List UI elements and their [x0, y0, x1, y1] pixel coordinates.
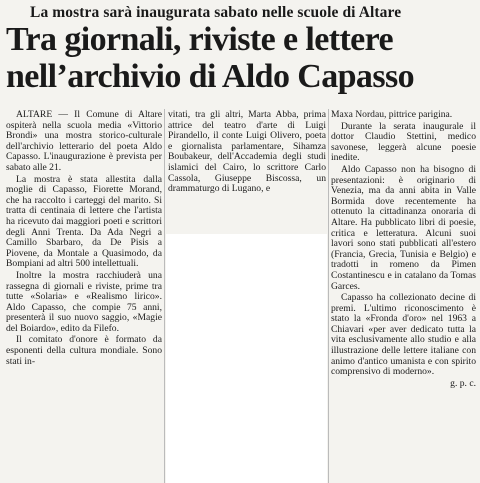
paragraph: La mostra è stata allestita dalla moglie di Capasso, Fiorette Morand, che ha raccolto i carteggi del marito. Si tratta di centinaia di lettere che l'artista ha ricevuto dai maggiori poeti e scrittori degli Anni Trenta. Da Ada Negri a Camillo Sbarbaro, da De Pisis a Piovene, da Montale a Quasimodo, da Bompiani ad altri 500 intellettuali.	[6, 173, 162, 270]
headline-line-2: nell’archivio di Aldo Capasso	[6, 58, 414, 95]
column-1	[6, 110, 162, 367]
column-rule	[328, 109, 329, 483]
paragraph: ALTARE — Il Comune di Altare ospiterà nella scuola media «Vittorio Brondi» una mostra storico-culturale dell'archivio letterario del poeta Aldo Capasso. L'inaugurazione è prevista per sabato alle 21.	[6, 109, 162, 173]
paragraph: Inoltre la mostra racchiuderà una rassegna di giornali e riviste, prime tra tutte «Solaria» e «Realismo lirico». Aldo Capasso, che compie 75 anni, presenterà il suo nuovo saggio, «Magie del Boiardo», edito da Filefo.	[6, 269, 162, 334]
photo-placeholder	[166, 234, 327, 483]
headline	[6, 21, 476, 95]
paragraph: Capasso ha collezionato decine di premi. L'ultimo riconoscimento è stato la «Fronda d'oro» nel 1963 a Chiavari «per aver dedicato tutta la vita esclusivamente allo studio e alla illustrazione delle lettere italiane con animo d'antico umanista e con spirito comprensivo di moderno».	[331, 292, 476, 378]
column-3	[331, 110, 476, 389]
paragraph: Il comitato d'onore è formato da esponenti della cultura mondiale. Sono stati in-	[6, 334, 162, 367]
paragraph: Maxa Nordau, pittrice parigina.	[331, 109, 453, 120]
headline-line-1: Tra giornali, riviste e lettere	[6, 21, 394, 58]
author-signature: g. p. c.	[450, 377, 476, 389]
column-rule	[164, 109, 165, 483]
column-2	[168, 110, 326, 195]
paragraph: Aldo Capasso non ha bisogno di presentazioni: è originario di Venezia, ma da anni abita in Valle Bormida dove recentemente ha ottenuto la cittadinanza onoraria di Altare. Ha pubblicato libri di poesie, critica e letteratura. Alcuni suoi lavori sono stati pubblicati all'estero (Francia, Grecia, Tunisia e Belgio) e tradotti in romeno da Pimen Costantinescu e in catalano da Tomas Garces.	[331, 163, 476, 292]
paragraph: vitati, tra gli altri, Marta Abba, prima attrice del teatro d'arte di Luigi Pirandello, il conte Luigi Olivero, poeta e giornalista parlamentare, Sihamza Boubakeur, dell'Accademia degli studi islamici del Cairo, lo scrittore Carlo Cassola, Giuseppe Biscossa, un drammaturgo di Lugano, e	[168, 109, 326, 195]
kicker: La mostra sarà inaugurata sabato nelle scuole di Altare	[30, 4, 402, 21]
paragraph: Durante la serata inaugurale il dottor Claudio Stettini, medico savonese, leggerà alcune poesie inedite.	[331, 120, 476, 164]
